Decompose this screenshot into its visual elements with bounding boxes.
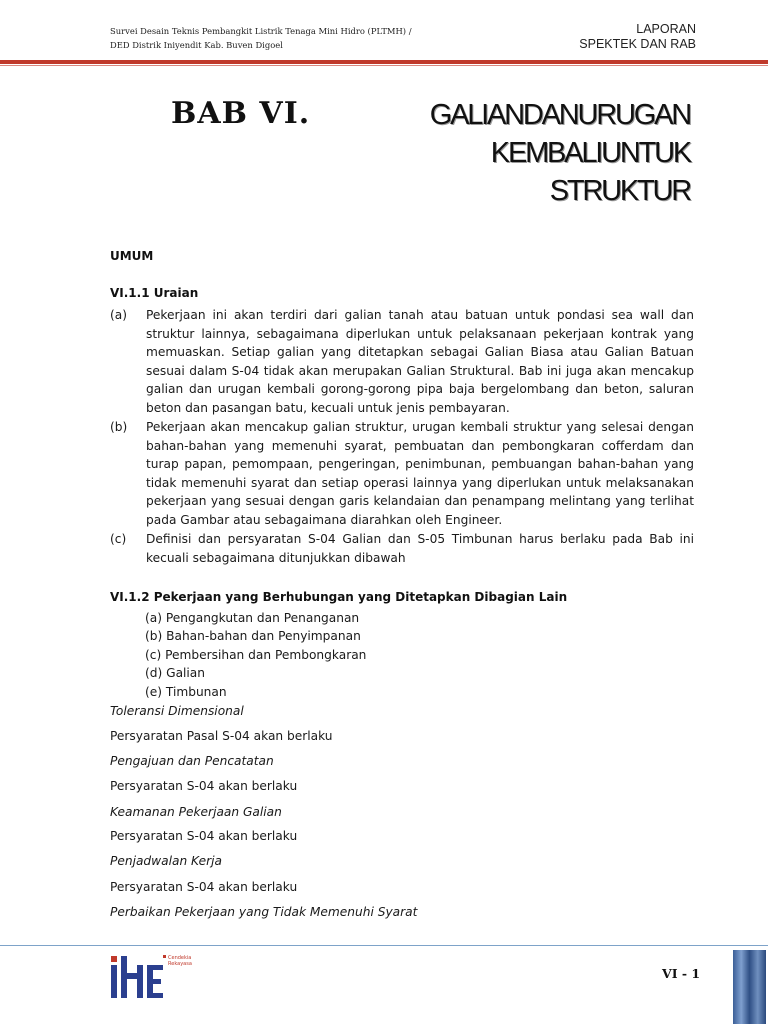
header-line-2: DED Distrik Iniyendit Kab. Buven Digoel	[110, 40, 283, 50]
paragraph-a: Pekerjaan ini akan terdiri dari galian tanah atau batuan untuk pondasi sea wall dan struktur lainnya, sebagaimana diperlukan untuk pelaksanaan pekerjaan kontrak yang memuaskan. Setiap galian yang ditetapkan sebagai Galian Biasa atau Galian Batuan sesuai dalam S-04 tidak akan merupakan Galian Struktural. Bab ini juga akan mencakup galian dan urugan kembali gorong-gorong pipa baja bergelombang dan beton, saluran beton dan pasangan batu, kecuali untuk jenis pembayaran.	[146, 308, 694, 415]
subsection-text: Persyaratan Pasal S-04 akan berlaku	[110, 729, 333, 743]
chapter-title	[360, 96, 690, 210]
logo-text-2: Rekayasa	[168, 961, 192, 967]
header-divider	[0, 60, 768, 64]
related-work-list	[145, 609, 366, 701]
list-item: (b) Bahan-bahan dan Penyimpanan	[145, 629, 361, 644]
paragraph-c: Definisi dan persyaratan S-04 Galian dan S-05 Timbunan harus berlaku pada Bab ini kecuali sebagaimana ditunjukkan dibawah	[146, 532, 694, 565]
subsection-text: Persyaratan S-04 akan berlaku	[110, 880, 298, 894]
subsection-heading: Pengajuan dan Pencatatan	[110, 754, 274, 768]
paragraph-b: Pekerjaan akan mencakup galian struktur, urugan kembali struktur yang selesai dengan bahan-bahan yang memenuhi syarat, pembuatan dan pembongkaran cofferdam dan turap papan, pemompaan, pengeringan, penimbunan, pembuangan bahan-bahan yang tidak memenuhi syarat dan setiap operasi lainnya yang diperlukan untuk melaksanakan pekerjaan yang sesuai dengan garis kelandaian dan penampang melintang yang terlihat pada Gambar atau sebagaimana diarahkan oleh Engineer.	[146, 420, 694, 527]
section-heading-uraian: VI.1.1 Uraian	[110, 286, 199, 300]
subsection-heading: Perbaikan Pekerjaan yang Tidak Memenuhi Syarat	[110, 905, 418, 919]
list-item: (e) Timbunan	[145, 684, 227, 699]
paragraph-label: (b)	[110, 420, 128, 434]
list-item: (c) Pembersihan dan Pembongkaran	[145, 647, 367, 662]
header-report-line-1: LAPORAN	[636, 22, 696, 36]
subsection-heading: Toleransi Dimensional	[110, 704, 244, 718]
chapter-title-line-3: STRUKTUR	[549, 175, 690, 207]
header-project-title	[110, 24, 450, 52]
paragraph-label: (a)	[110, 308, 127, 322]
header-report-label	[579, 22, 696, 52]
subsection-text: Persyaratan S-04 akan berlaku	[110, 779, 298, 793]
footer-divider	[0, 945, 768, 946]
subsection-heading: Penjadwalan Kerja	[110, 854, 222, 868]
list-item: (a) Pengangkutan dan Penanganan	[145, 611, 360, 625]
page-number: VI - 1	[662, 966, 701, 981]
section-heading-related-work: VI.1.2 Pekerjaan yang Berhubungan yang Ditetapkan Dibagian Lain	[110, 590, 568, 604]
header-divider-thin	[0, 65, 768, 66]
page-edge-tab	[733, 950, 766, 1024]
subsection-text: Persyaratan S-04 akan berlaku	[110, 829, 298, 843]
company-logo	[111, 953, 201, 999]
header-report-line-2: SPEKTEK DAN RAB	[579, 37, 696, 51]
chapter-title-line-1: GALIANDANURUGAN	[429, 99, 690, 131]
chapter-label: BAB VI.	[171, 96, 311, 131]
list-item: (d) Galian	[145, 666, 205, 681]
section-heading-umum: UMUM	[110, 249, 154, 263]
header-line-1: Survei Desain Teknis Pembangkit Listrik Tenaga Mini Hidro (PLTMH) /	[110, 26, 412, 36]
chapter-title-line-2: KEMBALIUNTUK	[490, 137, 690, 169]
subsection-heading: Keamanan Pekerjaan Galian	[110, 805, 282, 819]
logo-text-1: Cendekia	[168, 955, 192, 961]
paragraph-label: (c)	[110, 532, 127, 546]
